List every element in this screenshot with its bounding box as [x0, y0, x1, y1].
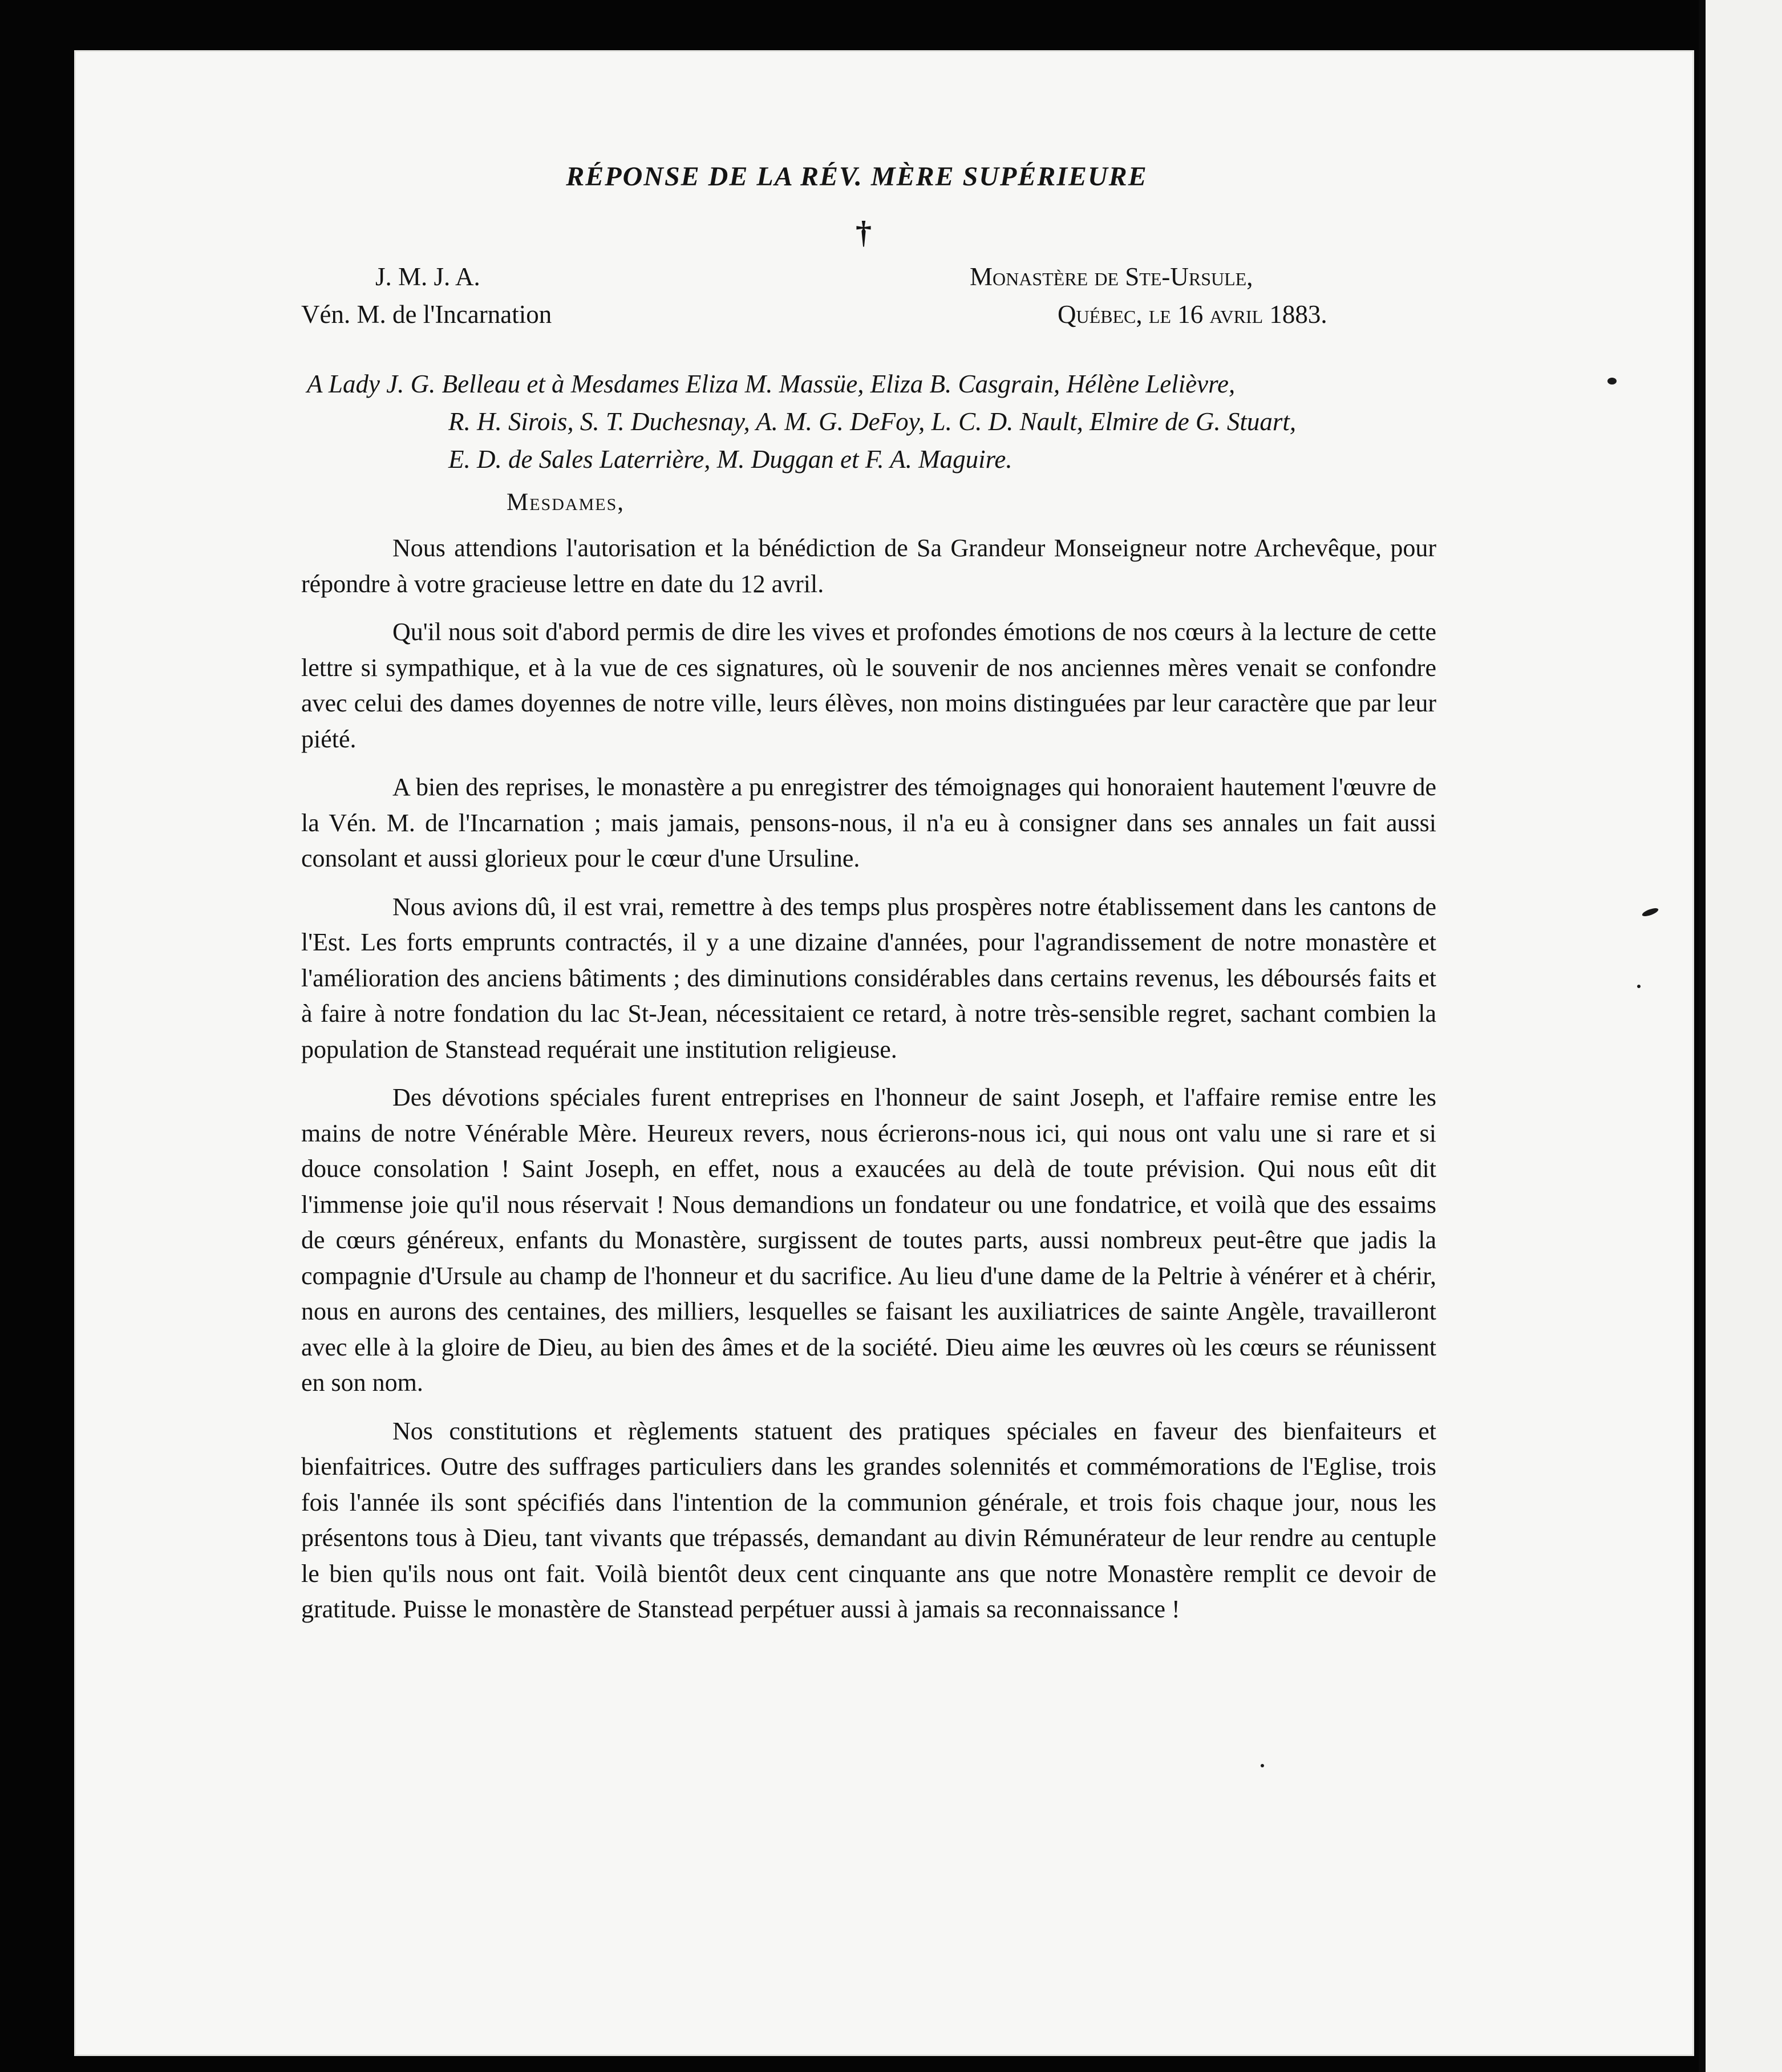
addressee-line: R. H. Sirois, S. T. Duchesnay, A. M. G. DeFoy, L. C. D. Nault, Elmire de G. Stuart,	[448, 407, 1297, 436]
letter-body	[301, 531, 1436, 1628]
addressee-block	[307, 365, 1442, 478]
paragraph: Nos constitutions et règlements statuent des pratiques spéciales en faveur des bienfaiteurs et bienfaitrices. Outre des suffrages particuliers dans les grandes solennités et commémorations de l'Eglise, trois fois l'année ils sont spécifiés dans l'intention de la communion générale, et trois fois chaque jour, nous les présentons tous à Dieu, tant vivants que trépassés, demandant au divin Rémunérateur de leur rendre au centuple le bien qu'ils nous ont fait. Voilà bientôt deux cent cinquante ans que notre Monastère remplit ce devoir de gratitude. Puisse le monastère de Stanstead perpétuer aussi à jamais sa reconnaissance !	[301, 1417, 1436, 1623]
addressee-line: E. D. de Sales Laterrière, M. Duggan et F. A. Maguire.	[448, 445, 1012, 474]
addressee-line: A Lady J. G. Belleau et à Mesdames Eliza M. Massüe, Eliza B. Casgrain, Hélène Lelièvre,	[307, 370, 1236, 398]
header-right-line1: Monastère de Ste-Ursule,	[970, 262, 1253, 291]
header-right	[970, 258, 1403, 333]
header-left-line2: Vén. M. de l'Incarnation	[301, 300, 552, 329]
paragraph: Qu'il nous soit d'abord permis de dire les vives et profondes émotions de nos cœurs à la lecture de cette lettre si sympathique, et à la vue de ces signatures, où le souvenir de nos anciennes mères venait se confondre avec celui des dames doyennes de notre ville, leurs élèves, non moins distinguées par leur caractère que par leur piété.	[301, 618, 1436, 753]
header-left	[301, 258, 643, 333]
adjacent-page-strip	[1706, 0, 1782, 2072]
letter-title: RÉPONSE DE LA RÉV. MÈRE SUPÉRIEURE	[566, 161, 1148, 192]
salutation: Mesdames,	[507, 489, 625, 516]
ink-speck	[1637, 985, 1641, 988]
paragraph: Des dévotions spéciales furent entreprises en l'honneur de saint Joseph, et l'affaire remise entre les mains de notre Vénérable Mère. Heureux revers, nous écrierons-nous ici, qui nous ont valu une si rare et si douce consolation ! Saint Joseph, en effet, nous a exaucées au delà de toute prévision. Qui nous eût dit l'immense joie qu'il nous réservait ! Nous demandions un fondateur ou une fondatrice, et voilà que des essaims de cœurs généreux, enfants du Monastère, surgissent de toutes parts, aussi nombreux peut-être que jadis la compagnie d'Ursule au champ de l'honneur et du sacrifice. Au lieu d'une dame de la Peltrie à vénérer et à chérir, nous en aurons des centaines, des milliers, lesquelles se faisant les auxiliatrices de sainte Angèle, travailleront avec elle à la gloire de Dieu, au bien des âmes et de la société. Dieu aime les œuvres où les cœurs se réunissent en son nom.	[301, 1083, 1436, 1397]
paragraph: Nous avions dû, il est vrai, remettre à des temps plus prospères notre établissement dans les cantons de l'Est. Les forts emprunts contractés, il y a une dizaine d'années, pour l'agrandissement de notre monastère et l'amélioration des anciens bâtiments ; des diminutions considérables dans certains revenus, les déboursés faits et à faire à notre fondation du lac St-Jean, nécessitaient ce retard, à notre très-sensible regret, sachant combien la population de Stanstead requérait une institution religieuse.	[301, 892, 1436, 1063]
cross-symbol: †	[856, 215, 872, 250]
paragraph: A bien des reprises, le monastère a pu enregistrer des témoignages qui honoraient hautement l'œuvre de la Vén. M. de l'Incarnation ; mais jamais, pensons-nous, il n'a eu à consigner dans ses annales un fait aussi consolant et aussi glorieux pour le cœur d'une Ursuline.	[301, 773, 1436, 872]
ink-speck	[1261, 1764, 1264, 1767]
ink-speck	[1607, 378, 1617, 385]
header-left-line1: J. M. J. A.	[375, 262, 480, 291]
header-right-date: Québec, le 16 avril 1883.	[1058, 300, 1327, 329]
paragraph: Nous attendions l'autorisation et la bénédiction de Sa Grandeur Monseigneur notre Archevêque, pour répondre à votre gracieuse lettre en date du 12 avril.	[301, 534, 1436, 598]
